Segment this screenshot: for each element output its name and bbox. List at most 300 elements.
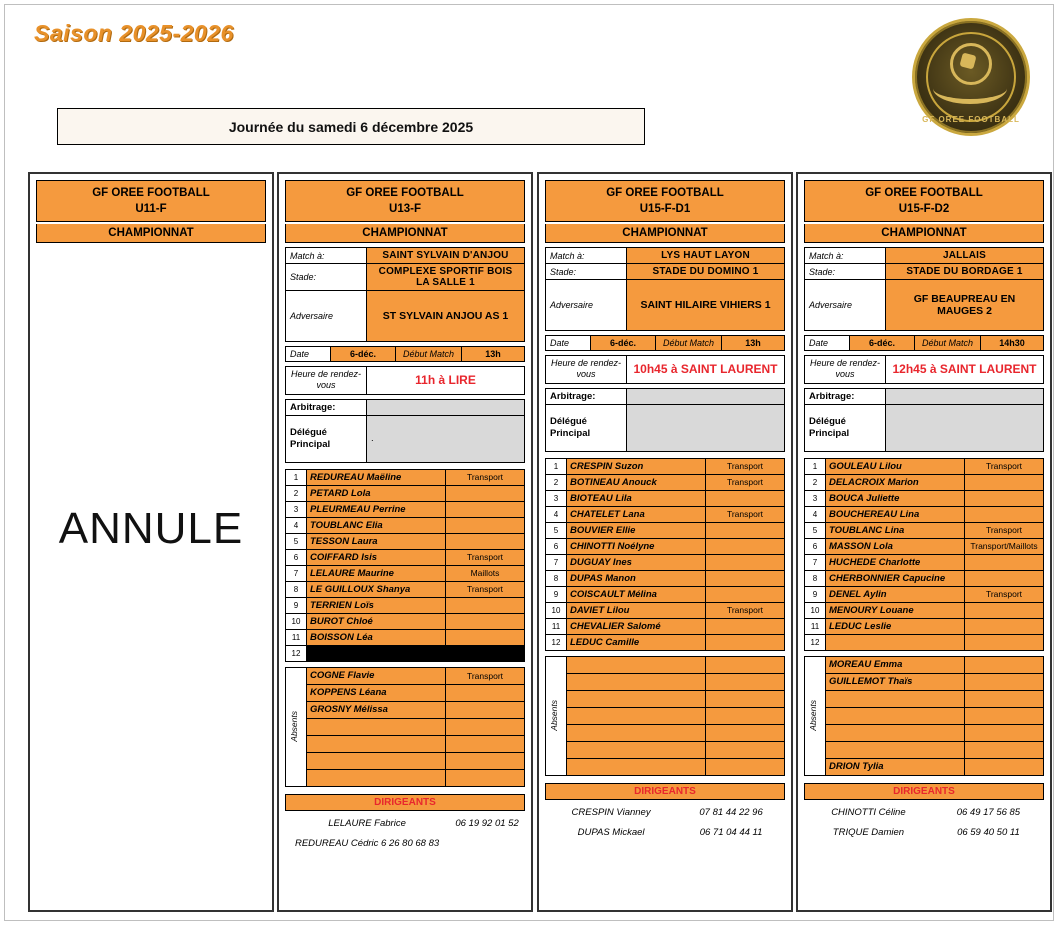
match-info-u15fd1 xyxy=(545,247,785,331)
table-row[interactable] xyxy=(286,735,525,752)
table-row[interactable] xyxy=(546,538,785,554)
player-name: TERRIEN Loïs xyxy=(307,597,446,613)
absents-label-text: Absents xyxy=(289,711,299,743)
dirigeant-name: DUPAS Mickael xyxy=(577,827,645,839)
absents-label xyxy=(805,656,826,775)
player-note: Transport xyxy=(706,602,785,618)
label-match-a: Match à: xyxy=(805,248,886,264)
absent-note xyxy=(706,673,785,690)
absent-name xyxy=(567,724,706,741)
label-date: Date xyxy=(286,347,331,362)
table-row[interactable] xyxy=(805,458,1044,474)
player-name: TESSON Laura xyxy=(307,533,446,549)
player-name: LEDUC Camille xyxy=(567,634,706,650)
label-adversaire: Adversaire xyxy=(546,280,627,331)
absent-name xyxy=(567,741,706,758)
player-note xyxy=(446,645,525,661)
value-date: 6-déc. xyxy=(591,336,656,351)
player-note xyxy=(965,634,1044,650)
label-stade: Stade: xyxy=(546,264,627,280)
absent-note xyxy=(446,718,525,735)
players-table-u15fd2 xyxy=(804,458,1044,651)
value-stade: COMPLEXE SPORTIF BOIS LA SALLE 1 xyxy=(367,264,525,291)
absent-name: KOPPENS Léana xyxy=(307,684,446,701)
table-row[interactable] xyxy=(546,724,785,741)
table-row[interactable] xyxy=(546,554,785,570)
absent-note xyxy=(965,656,1044,673)
label-heure-rdv: Heure de rendez-vous xyxy=(286,367,367,395)
label-debut-match: Début Match xyxy=(396,347,462,362)
player-note xyxy=(965,554,1044,570)
absents-table-u15fd1 xyxy=(545,656,785,776)
value-debut-match: 13h xyxy=(462,347,525,362)
player-name: BOUCA Juliette xyxy=(826,490,965,506)
table-row[interactable] xyxy=(286,769,525,786)
player-name: DUPAS Manon xyxy=(567,570,706,586)
dirigeant-phone xyxy=(449,834,525,854)
table-row[interactable] xyxy=(286,501,525,517)
table-row[interactable] xyxy=(546,707,785,724)
player-number: 3 xyxy=(546,490,567,506)
player-name: GOULEAU Lilou xyxy=(826,458,965,474)
label-heure-rdv: Heure de rendez-vous xyxy=(546,356,627,384)
player-number: 8 xyxy=(286,581,307,597)
player-note xyxy=(965,602,1044,618)
table-row[interactable] xyxy=(546,690,785,707)
table-row[interactable] xyxy=(805,707,1044,724)
table-row[interactable] xyxy=(805,570,1044,586)
label-arbitrage: Arbitrage: xyxy=(546,388,627,404)
label-heure-rdv: Heure de rendez-vous xyxy=(805,356,886,384)
value-heure-rdv: 10h45 à SAINT LAURENT xyxy=(627,356,785,384)
player-number: 3 xyxy=(286,501,307,517)
table-row[interactable] xyxy=(286,718,525,735)
player-note xyxy=(446,597,525,613)
table-row[interactable] xyxy=(286,565,525,581)
absent-name xyxy=(826,741,965,758)
player-name xyxy=(307,645,446,661)
absent-note: Transport xyxy=(446,667,525,684)
table-row[interactable] xyxy=(286,597,525,613)
absent-note xyxy=(706,758,785,775)
players-table-u13f xyxy=(285,469,525,662)
absent-note xyxy=(965,741,1044,758)
team-category: U15-F-D2 xyxy=(898,203,950,216)
player-note xyxy=(446,501,525,517)
player-name: CHEVALIER Salomé xyxy=(567,618,706,634)
player-number: 4 xyxy=(546,506,567,522)
table-row[interactable] xyxy=(286,752,525,769)
absent-name: COGNE Flavie xyxy=(307,667,446,684)
absent-note xyxy=(446,701,525,718)
player-name: DUGUAY Ines xyxy=(567,554,706,570)
player-number: 9 xyxy=(805,586,826,602)
table-row[interactable] xyxy=(805,673,1044,690)
absent-name xyxy=(307,718,446,735)
value-delegue[interactable] xyxy=(627,404,785,451)
dirigeant-name: REDUREAU Cédric 6 26 80 68 83 xyxy=(294,838,440,850)
player-number: 6 xyxy=(286,549,307,565)
value-match-a: JALLAIS xyxy=(886,248,1044,264)
absent-note xyxy=(446,735,525,752)
table-row xyxy=(285,814,525,834)
label-stade: Stade: xyxy=(286,264,367,291)
label-date: Date xyxy=(546,336,591,351)
rdv-u15fd1 xyxy=(545,355,785,384)
table-row[interactable] xyxy=(546,602,785,618)
player-note xyxy=(706,570,785,586)
table-row[interactable] xyxy=(805,602,1044,618)
cancelled-label: ANNULE xyxy=(58,504,244,553)
value-date: 6-déc. xyxy=(850,336,915,351)
player-name: CHERBONNIER Capucine xyxy=(826,570,965,586)
label-match-a: Match à: xyxy=(546,248,627,264)
player-number: 3 xyxy=(805,490,826,506)
match-datetime-u15fd1 xyxy=(545,335,785,351)
label-arbitrage: Arbitrage: xyxy=(805,388,886,404)
table-row[interactable] xyxy=(286,485,525,501)
player-number: 11 xyxy=(546,618,567,634)
dirigeant-phone: 06 19 92 01 52 xyxy=(455,818,519,830)
dirigeant-phone: 06 59 40 50 11 xyxy=(957,827,1020,839)
value-heure-rdv: 12h45 à SAINT LAURENT xyxy=(886,356,1044,384)
team-header-u11f xyxy=(36,180,266,222)
table-row[interactable] xyxy=(805,554,1044,570)
table-row[interactable] xyxy=(546,741,785,758)
label-stade: Stade: xyxy=(805,264,886,280)
player-number: 9 xyxy=(546,586,567,602)
match-info-u15fd2 xyxy=(804,247,1044,331)
label-adversaire: Adversaire xyxy=(805,280,886,331)
absent-name: GUILLEMOT Thaïs xyxy=(826,673,965,690)
player-number: 10 xyxy=(546,602,567,618)
player-note xyxy=(965,490,1044,506)
club-name: GF OREE FOOTBALL xyxy=(606,187,724,199)
absents-label xyxy=(546,656,567,775)
player-name: REDUREAU Maëline xyxy=(307,469,446,485)
table-row[interactable] xyxy=(546,618,785,634)
value-stade: STADE DU DOMINO 1 xyxy=(627,264,785,280)
table-row[interactable] xyxy=(546,506,785,522)
player-name: TOUBLANC Lina xyxy=(826,522,965,538)
player-number: 4 xyxy=(805,506,826,522)
dirigeant-phone: 06 49 17 56 85 xyxy=(956,807,1021,819)
player-number: 11 xyxy=(286,629,307,645)
absent-name xyxy=(307,752,446,769)
player-name: PLEURMEAU Perrine xyxy=(307,501,446,517)
value-delegue[interactable] xyxy=(886,404,1044,451)
team-card-u15fd2 xyxy=(796,172,1052,912)
value-arbitrage[interactable] xyxy=(886,388,1044,404)
player-note xyxy=(965,474,1044,490)
table-row[interactable] xyxy=(805,522,1044,538)
player-note xyxy=(965,570,1044,586)
player-note xyxy=(706,538,785,554)
table-row[interactable] xyxy=(805,506,1044,522)
absent-name xyxy=(567,673,706,690)
officials-u15fd1 xyxy=(545,388,785,452)
player-note xyxy=(965,506,1044,522)
table-row xyxy=(804,803,1044,823)
absent-name xyxy=(826,707,965,724)
player-number: 5 xyxy=(546,522,567,538)
table-row[interactable] xyxy=(546,673,785,690)
player-number: 2 xyxy=(546,474,567,490)
player-note: Maillots xyxy=(446,565,525,581)
absent-note xyxy=(706,741,785,758)
table-row[interactable] xyxy=(546,522,785,538)
rdv-u13f xyxy=(285,366,525,395)
match-datetime-u13f xyxy=(285,346,525,362)
absent-name xyxy=(826,724,965,741)
player-note: Transport xyxy=(965,586,1044,602)
table-row xyxy=(285,834,525,854)
value-adversaire: SAINT HILAIRE VIHIERS 1 xyxy=(627,280,785,331)
table-row[interactable] xyxy=(286,469,525,485)
dirigeants-header: DIRIGEANTS xyxy=(285,794,525,811)
player-name: DENEL Aylin xyxy=(826,586,965,602)
table-row xyxy=(545,823,785,843)
table-row[interactable] xyxy=(546,490,785,506)
player-note xyxy=(446,613,525,629)
team-header-u15fd1 xyxy=(545,180,785,222)
absents-label-text: Absents xyxy=(808,700,818,732)
label-delegue: Délégué Principal xyxy=(805,404,886,451)
table-row[interactable] xyxy=(286,645,525,661)
team-card-u15fd1 xyxy=(537,172,793,912)
value-debut-match: 13h xyxy=(722,336,785,351)
dirigeant-name: TRIQUE Damien xyxy=(832,827,905,839)
table-row[interactable] xyxy=(546,570,785,586)
player-number: 8 xyxy=(805,570,826,586)
rdv-u15fd2 xyxy=(804,355,1044,384)
label-adversaire: Adversaire xyxy=(286,291,367,342)
table-row[interactable] xyxy=(546,586,785,602)
player-name: BIOTEAU Lila xyxy=(567,490,706,506)
dirigeant-name: CHINOTTI Céline xyxy=(831,807,906,819)
dirigeant-phone: 07 81 44 22 96 xyxy=(699,807,763,819)
dirigeant-phone: 06 71 04 44 11 xyxy=(699,827,763,839)
player-number: 6 xyxy=(805,538,826,554)
player-name: DAVIET Lilou xyxy=(567,602,706,618)
team-category: U13-F xyxy=(389,203,421,216)
player-name: PETARD Lola xyxy=(307,485,446,501)
value-arbitrage[interactable] xyxy=(627,388,785,404)
table-row[interactable] xyxy=(286,549,525,565)
player-number: 4 xyxy=(286,517,307,533)
player-name: BOUCHEREAU Lina xyxy=(826,506,965,522)
absent-note xyxy=(965,673,1044,690)
dirigeant-name: LELAURE Fabrice xyxy=(328,818,406,830)
table-row[interactable] xyxy=(805,758,1044,775)
player-number: 11 xyxy=(805,618,826,634)
club-name: GF OREE FOOTBALL xyxy=(346,187,464,199)
club-name: GF OREE FOOTBALL xyxy=(92,187,210,199)
absents-table-u15fd2 xyxy=(804,656,1044,776)
player-number: 12 xyxy=(286,645,307,661)
player-name: TOUBLANC Elia xyxy=(307,517,446,533)
competition-u11f: CHAMPIONNAT xyxy=(36,224,266,243)
player-number: 2 xyxy=(805,474,826,490)
player-number: 6 xyxy=(546,538,567,554)
dirigeants-table-u15fd1 xyxy=(545,803,785,843)
team-header-u13f xyxy=(285,180,525,222)
player-name: MENOURY Louane xyxy=(826,602,965,618)
table-row[interactable] xyxy=(286,581,525,597)
dirigeants-header: DIRIGEANTS xyxy=(804,783,1044,800)
swoosh-icon xyxy=(933,73,1007,104)
player-name: CHINOTTI Noélyne xyxy=(567,538,706,554)
value-adversaire: ST SYLVAIN ANJOU AS 1 xyxy=(367,291,525,342)
team-category: U15-F-D1 xyxy=(639,203,691,216)
players-table-u15fd1 xyxy=(545,458,785,651)
table-row[interactable] xyxy=(546,634,785,650)
table-row[interactable] xyxy=(546,474,785,490)
table-row[interactable] xyxy=(546,458,785,474)
player-number: 8 xyxy=(546,570,567,586)
label-debut-match: Début Match xyxy=(656,336,722,351)
value-match-a: LYS HAUT LAYON xyxy=(627,248,785,264)
table-row[interactable] xyxy=(805,724,1044,741)
player-note xyxy=(446,517,525,533)
player-name: LELAURE Maurine xyxy=(307,565,446,581)
table-row[interactable] xyxy=(286,533,525,549)
table-row[interactable] xyxy=(286,684,525,701)
table-row[interactable] xyxy=(805,618,1044,634)
value-heure-rdv: 11h à LIRE xyxy=(367,367,525,395)
table-row[interactable] xyxy=(805,490,1044,506)
table-row[interactable] xyxy=(286,701,525,718)
table-row[interactable] xyxy=(805,586,1044,602)
absent-note xyxy=(965,758,1044,775)
absent-name xyxy=(567,758,706,775)
absent-name: DRION Tylia xyxy=(826,758,965,775)
absent-note xyxy=(706,707,785,724)
player-note: Transport xyxy=(446,581,525,597)
player-note: Transport xyxy=(446,469,525,485)
player-note xyxy=(706,618,785,634)
absents-label xyxy=(286,667,307,786)
match-datetime-u15fd2 xyxy=(804,335,1044,351)
table-row[interactable] xyxy=(546,758,785,775)
value-stade: STADE DU BORDAGE 1 xyxy=(886,264,1044,280)
absent-name xyxy=(567,656,706,673)
table-row[interactable] xyxy=(805,634,1044,650)
table-row[interactable] xyxy=(805,474,1044,490)
label-date: Date xyxy=(805,336,850,351)
table-row[interactable] xyxy=(286,613,525,629)
absent-note xyxy=(706,656,785,673)
absent-name xyxy=(567,707,706,724)
label-debut-match: Début Match xyxy=(915,336,981,351)
player-note xyxy=(706,634,785,650)
player-number: 5 xyxy=(805,522,826,538)
dirigeant-name: CRESPIN Vianney xyxy=(571,807,651,819)
table-row[interactable] xyxy=(286,517,525,533)
absent-name: GROSNY Mélissa xyxy=(307,701,446,718)
label-match-a: Match à: xyxy=(286,248,367,264)
absents-table-u13f xyxy=(285,667,525,787)
absent-name xyxy=(567,690,706,707)
player-number: 1 xyxy=(286,469,307,485)
table-row[interactable] xyxy=(805,741,1044,758)
player-name: COISCAULT Mélina xyxy=(567,586,706,602)
dirigeants-table-u13f xyxy=(285,814,525,854)
match-day-banner: Journée du samedi 6 décembre 2025 xyxy=(57,108,645,145)
player-number: 1 xyxy=(805,458,826,474)
competition-u15fd2: CHAMPIONNAT xyxy=(804,224,1044,243)
player-note: Transport/Maillots xyxy=(965,538,1044,554)
player-number: 12 xyxy=(546,634,567,650)
team-card-u11f xyxy=(28,172,274,912)
player-note: Transport xyxy=(706,474,785,490)
competition-u13f: CHAMPIONNAT xyxy=(285,224,525,243)
absent-name xyxy=(307,769,446,786)
value-match-a: SAINT SYLVAIN D'ANJOU xyxy=(367,248,525,264)
team-card-u13f xyxy=(277,172,533,912)
table-row[interactable] xyxy=(805,538,1044,554)
player-name: CHATELET Lana xyxy=(567,506,706,522)
team-category: U11-F xyxy=(135,203,167,216)
player-note: Transport xyxy=(965,522,1044,538)
logo-text: GF OREE FOOTBALL xyxy=(922,115,1020,124)
label-delegue: Délégué Principal xyxy=(286,415,367,462)
player-note xyxy=(706,554,785,570)
player-name: COIFFARD Isis xyxy=(307,549,446,565)
player-number: 10 xyxy=(286,613,307,629)
absent-name xyxy=(826,690,965,707)
table-row xyxy=(804,823,1044,843)
team-header-u15fd2 xyxy=(804,180,1044,222)
table-row xyxy=(545,803,785,823)
player-note xyxy=(706,490,785,506)
club-logo xyxy=(912,18,1030,136)
absent-note xyxy=(965,724,1044,741)
player-note xyxy=(446,485,525,501)
player-name: LE GUILLOUX Shanya xyxy=(307,581,446,597)
table-row[interactable] xyxy=(805,690,1044,707)
table-row[interactable] xyxy=(286,629,525,645)
label-arbitrage: Arbitrage: xyxy=(286,399,367,415)
player-number: 12 xyxy=(805,634,826,650)
player-name: LEDUC Leslie xyxy=(826,618,965,634)
player-name: MASSON Lola xyxy=(826,538,965,554)
label-delegue: Délégué Principal xyxy=(546,404,627,451)
player-note xyxy=(965,618,1044,634)
player-note xyxy=(706,522,785,538)
value-delegue[interactable]: . xyxy=(367,415,525,462)
absent-note xyxy=(446,684,525,701)
absent-name xyxy=(307,735,446,752)
player-number: 1 xyxy=(546,458,567,474)
value-arbitrage[interactable] xyxy=(367,399,525,415)
absent-note xyxy=(965,690,1044,707)
value-adversaire: GF BEAUPREAU EN MAUGES 2 xyxy=(886,280,1044,331)
player-note: Transport xyxy=(965,458,1044,474)
player-name: HUCHEDE Charlotte xyxy=(826,554,965,570)
player-number: 5 xyxy=(286,533,307,549)
player-note xyxy=(446,533,525,549)
match-info-u13f xyxy=(285,247,525,342)
absent-note xyxy=(446,752,525,769)
season-title: Saison 2025-2026 xyxy=(34,20,234,46)
player-number: 7 xyxy=(546,554,567,570)
dirigeants-table-u15fd2 xyxy=(804,803,1044,843)
player-name: BOISSON Léa xyxy=(307,629,446,645)
player-name: CRESPIN Suzon xyxy=(567,458,706,474)
dirigeants-header: DIRIGEANTS xyxy=(545,783,785,800)
player-name: BOTINEAU Anouck xyxy=(567,474,706,490)
